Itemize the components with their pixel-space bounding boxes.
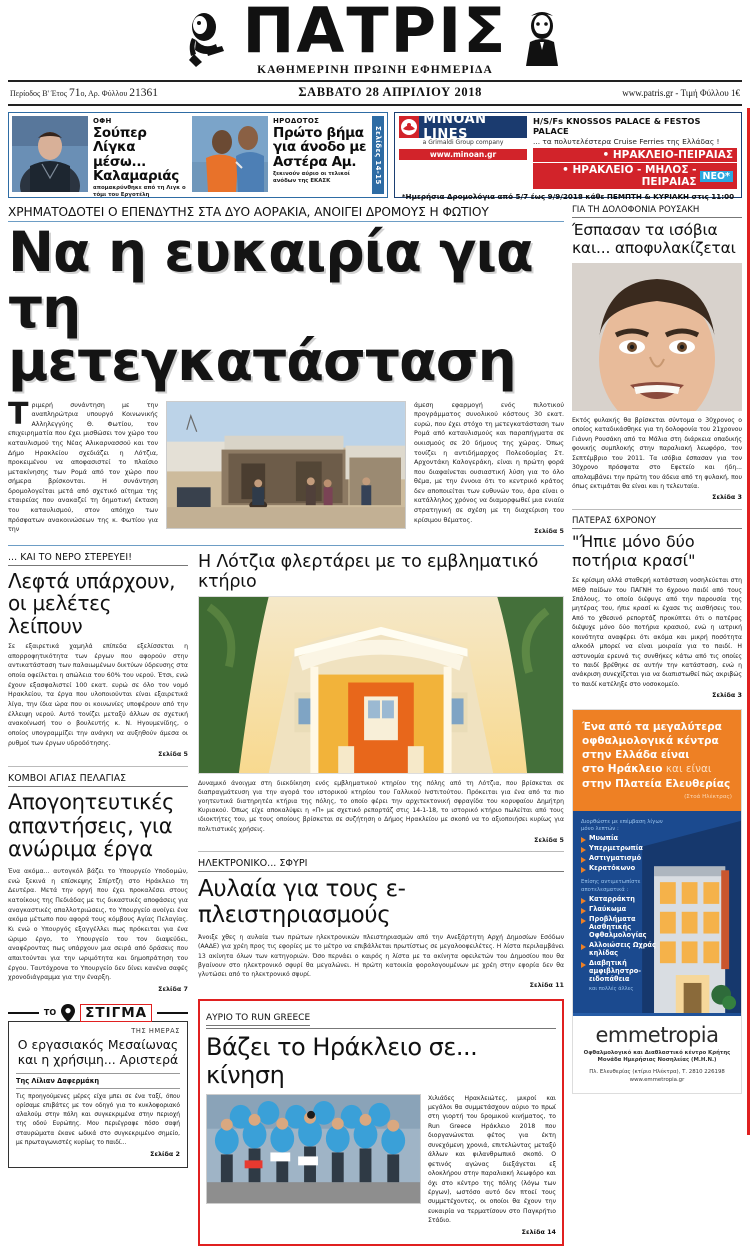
eauctions-body-text: Άνοιξε χθες η αυλαία των πρώτων ηλεκτρονικών πλειστηριασμών από την Ανεξάρτητη Αρχή Δημοσίων Εσόδων (ΑΑΔΕ) για χρέη προς τις εφορίες με το μέτρο να επιβάλλεται πρωτίστως σε μεγαλοοφειλέτες. Η λίστα περιλαμβάνει 13 ακίνητα όλων των κατηγοριών. Όσο περνάει ο καιρός η λίστα με τα ακίνητα οφειλετών του Δημοσίου που θα βγαίνουν στο ηλεκτρονικό σφυρί θα μεγαλώνει. Η πρώτη κατοικία φορολογουμένων με χρέη στην εφορία δεν θα γλυτώσει από το ηλεκτρονικό σφυρί. bbox=[198, 934, 564, 978]
emmetropia-line4-light: και είναι bbox=[662, 763, 712, 776]
content-grid bbox=[8, 205, 742, 1246]
roussaki-body-text: Εκτός φυλακής θα βρίσκεται σύντομα ο 30χρονος ο οποίος καταδικάσθηκε για τη δολοφονία του 21χρονου Γιάννη Ρουσάκη από τα Μάλια στη διάρκεια οπαδικής φονικής συμπλοκής στην παραλιακή λεωφόρο, τον Σεπτέμβριο του 2011. Τα ισόβια έσπασαν για τον 30χρονο πρόσφατα στο Εφετείο και ήδη... απολαμβάνει την πρώτη του άδεια από τη φυλακή, που όπως εκτιμάται θα είναι και η τελευταία. bbox=[572, 416, 742, 490]
divider-blue bbox=[8, 545, 564, 546]
service-label: Γλαύκωμα bbox=[589, 905, 627, 914]
lead-kicker: ΧΡΗΜΑΤΟΔΟΤΕΙ Ο ΕΠΕΝΔΥΤΗΣ ΣΤΑ ΔΥΟ ΑΟΡΑΚΙΑ, ΑΝΟΙΓΕΙ ΔΡΟΜΟΥΣ Η ΦΩΤΙΟΥ bbox=[8, 205, 564, 222]
ofi-sub: απομακρύνθηκε από τη Λιγκ ο τόμι του Εργοτέλη bbox=[93, 185, 186, 198]
service-item bbox=[581, 960, 673, 984]
emmetropia-line1: Ένα από τα μεγαλύτερα bbox=[582, 721, 722, 734]
irodotos-kicker: ΗΡΟΔΟΤΟΣ bbox=[273, 117, 320, 125]
bullet-triangle-icon bbox=[581, 908, 586, 914]
sports-teaser-irodotos[interactable] bbox=[192, 116, 368, 194]
roussaki-body bbox=[572, 416, 742, 503]
lotzia-article[interactable] bbox=[198, 552, 564, 845]
eauctions-body bbox=[198, 933, 564, 990]
komvoi-headline: Απογοητευτικές απαντήσεις, για ανώριμα έργα bbox=[8, 790, 175, 862]
right-portrait-icon bbox=[522, 10, 568, 68]
service-item bbox=[581, 855, 673, 863]
emmetropia-line4 bbox=[582, 762, 732, 776]
water-headline: Λεφτά υπάρχουν, οι μελέτες λείπουν bbox=[8, 568, 176, 638]
service-label: Υπερμετρωπία bbox=[589, 844, 643, 853]
emmetropia-ad-bottom bbox=[573, 1016, 741, 1093]
stigma-byline: Της Λίλιαν Δαφερμάκη bbox=[16, 1073, 180, 1089]
run-greece-photo bbox=[206, 1094, 421, 1204]
ofi-photo bbox=[12, 116, 88, 192]
masthead-subtitle: ΚΑΘΗΜΕΡΙΝΗ ΠΡΩΙΝΗ ΕΦΗΜΕΡΙΔΑ bbox=[257, 64, 493, 77]
lower-region bbox=[8, 552, 564, 1246]
map-pin-icon bbox=[61, 1004, 75, 1022]
emmetropia-line3: στην Ελλάδα είναι bbox=[582, 749, 690, 762]
water-body bbox=[8, 642, 188, 760]
minoan-footnote: *Ημερήσια Δρομολόγια από 5/7 έως 9/9/2018 κάθε ΠΕΜΠΤΗ & ΚΥΡΙΑΚΗ στις 11:00 bbox=[401, 192, 735, 201]
minoan-route-1: • ΗΡΑΚΛΕΙΟ-ΠΕΙΡΑΙΑΣ bbox=[533, 148, 737, 162]
bullet-triangle-icon bbox=[581, 918, 586, 924]
stigma-rule-right bbox=[157, 1012, 188, 1014]
sports-teaser-ofi[interactable] bbox=[12, 116, 188, 198]
stigma-headline: Ο εργασιακός Μεσαίωνας και η χρήσιμη... Αριστερά bbox=[17, 1036, 179, 1068]
service-item bbox=[581, 942, 673, 958]
service-item bbox=[581, 845, 673, 853]
lead-pageref[interactable]: Σελίδα 5 bbox=[534, 527, 564, 536]
water-article[interactable] bbox=[8, 552, 188, 761]
year-number: 71 bbox=[68, 87, 81, 99]
roma-camp-photo bbox=[166, 401, 406, 529]
irodotos-headline: Πρώτο βήμα για άνοδο με Αστέρα Αμ. bbox=[273, 125, 367, 170]
sports-pages-label: Σελίδες 14-15 bbox=[372, 116, 384, 194]
eauctions-kicker: ΗΛΕΚΤΡΟΝΙΚΟ... ΣΦΥΡΙ bbox=[198, 858, 564, 872]
stigma-box bbox=[8, 1021, 188, 1168]
emmetropia-services bbox=[581, 819, 673, 993]
irodotos-sub: ξεκινούν αύριο οι τελικοί ανόδων της ΕΚΑΣΚ bbox=[273, 170, 350, 184]
service-label: Προβλήματα Αισθητικής Οφθαλμολογίας bbox=[589, 915, 647, 940]
komvoi-body bbox=[8, 867, 188, 995]
service-label: Αλλοιώσεις Ωχράς κηλίδας bbox=[589, 940, 656, 957]
stigma-body-text: Τις προηγούμενες μέρες είχα μπει σε ένα ταξί, όπου ορίσαμε επιβάτες με τον οδηγό για το κυκλοφοριακό αλαλούμ στην πόλη και συγκεκριμένα στην περιοχή της οδού Ευρώπης. Μου περιέγραφε πόσο σαφή σταυρώματα έκανε ωδικά στο συγκεκριμένο σημείο, με πρωταγωνιστές κυρίως το παιδί... bbox=[16, 1093, 180, 1146]
stigma-to-label: ΤΟ bbox=[43, 1008, 57, 1018]
run-greece-kicker-wrap bbox=[206, 1005, 556, 1029]
left-portrait-icon bbox=[182, 10, 228, 68]
issue-number: 21361 bbox=[129, 87, 159, 99]
lead-body-col2 bbox=[414, 401, 564, 537]
divider-gray-2 bbox=[198, 851, 564, 852]
lead-body-col1: Τριμερή συνάντηση με την αναπληρώτρια υπουργό Κοινωνικής Αλληλεγγύης Θ. Φωτίου, τον επιχειρηματία που έχει μισθώσει τον χώρο του καταυλισμού της Νέας Αλικαρνασσού και τον Δήμο Ηρακλείου σχεδιάζει η Λότζια, προκειμένου να αποφασιστεί το πλαίσιο μετακίνησης των Ρομά από τον χώρο που σήμερα βρίσκονται. Η συνάντηση δρομολογείται μετά από σχετικό αίτημα της εταιρείας που ανακαζεί τη δημοτική έκταση του καταυλισμού, στον απόηχο των πρόσφατων ανακοινώσεων της κ. Φωτίου για την bbox=[8, 396, 158, 534]
center-column bbox=[198, 552, 564, 1246]
sports-teaser-box[interactable] bbox=[8, 112, 388, 198]
ofi-kicker: ΟΦΗ bbox=[93, 117, 112, 125]
lead-headline-line1: Να η ευκαιρία για bbox=[8, 220, 533, 284]
bullet-triangle-icon bbox=[581, 857, 586, 863]
minoan-lines-ad[interactable] bbox=[394, 112, 742, 201]
water-kicker: ... ΚΑΙ ΤΟ ΝΕΡΟ ΣΤΕΡΕΥΕΙ! bbox=[8, 552, 188, 566]
lotzia-pageref[interactable]: Σελίδα 5 bbox=[534, 835, 564, 844]
minoan-ships-line: H/S/Fs KNOSSOS PALACE & FESTOS PALACE bbox=[533, 116, 701, 136]
emmetropia-line5: στην Πλατεία Ελευθερίας bbox=[582, 777, 731, 790]
minoan-brand: MINOAN LINES bbox=[423, 112, 487, 142]
year-suffix: ο, Αρ. Φύλλου bbox=[80, 89, 128, 98]
period-label: Περίοδος Β' Έτος bbox=[10, 89, 67, 98]
eauctions-article[interactable] bbox=[198, 858, 564, 990]
lotzia-building-photo bbox=[198, 596, 564, 774]
stigma-body bbox=[16, 1093, 180, 1160]
emmetropia-note: (Στοά Ηλέκτρας) bbox=[684, 793, 732, 800]
service-item bbox=[581, 906, 673, 914]
minoan-ships-sub: ... τα πολυτελέστερα Cruise Ferries της Ελλάδας ! bbox=[533, 137, 720, 146]
minoan-route-2-row bbox=[533, 163, 737, 189]
service-item bbox=[581, 865, 673, 873]
emmetropia-desc1: Οφθαλμολογικό και Διαθλαστικό κέντρο Κρήτης Μονάδα Ημερήσιας Νοσηλείας (Μ.Η.Ν.) bbox=[583, 1049, 731, 1064]
water-body-text: Σε εξαιρετικά χαμηλά επίπεδα εξελίσσεται η απορροφητικότητα των έργων που αφορούν στην αντικατάσταση των παλαιωμένων δικτύων ύδρευσης στα οποία οφείλεται η απώλεια του 60% του νερού. Έτσι, ενώ έχουν εξασφαλιστεί 100 εκατ. ευρώ σε όλο τον νομό Ηρακλείου, τα έργα που υλοποιούνται είναι εξαιρετικά λίγα, την ίδια ώρα που οι κοινωνίες υποφέρουν από την έλλειψη νερού. Αυτό τονίζει μεταξύ άλλων σε σχετική ανακοίνωσή του ο βουλευτής κ. Ν. Ηγουμενίδης, ο οποίος υπογραμμίζει την ανάγκη να αυξηθούν άμεσα οι ρυθμοί των έργων υδροδότησης. bbox=[8, 642, 188, 747]
run-greece-body-text: Χιλιάδες Ηρακλειώτες, μικροί και μεγάλοι θα συμμετάσχουν αύριο το πρωί στη γιορτή του δρομικού κινήματος, το Run Greece Ηράκλειο 2018 που διοργανώνεται φέτος για έκτη συνεχόμενη χρονιά, επιτελώντας μεταξύ άλλων και φιλανθρωπικό σκοπό. Ο φετινός αγώνας διεξάγεται εξ ολοκλήρου στην παραλιακή λεωφόρο και όχι στο κέντρο της πόλης (λόγω των έργων), ωστόσο αυτό δεν πτοεί τους συμμετέχοντες, οι οποίοι θα έχουν την ευκαιρία να τερματίσουν στο Παγκρήτιο Στάδιο. bbox=[428, 1094, 556, 1225]
emmetropia-line4-bold: στο Ηράκλειο bbox=[582, 763, 663, 776]
service-label: Μυωπία bbox=[589, 834, 619, 843]
minoan-logo bbox=[399, 112, 527, 142]
bullet-triangle-icon bbox=[581, 837, 586, 843]
lead-headline-line2: τη μετεγκατάσταση bbox=[8, 276, 516, 393]
lotzia-headline: Η Λότζια φλερτάρει με το εμβληματικό κτήριο bbox=[198, 551, 539, 592]
ofi-headline: Σούπερ Λίγκα μέσω... Καλαμαριάς bbox=[93, 125, 179, 184]
bullet-triangle-icon bbox=[581, 847, 586, 853]
roussaki-article[interactable] bbox=[572, 205, 742, 503]
stigma-rule-left bbox=[8, 1012, 39, 1014]
emmetropia-desc2: Πλ. Ελευθερίας (κτίριο Ηλέκτρα), Τ. 2810 226198 www.emmetropia.gr bbox=[589, 1069, 725, 1084]
minoan-route-2: • ΗΡΑΚΛΕΙΟ - ΜΗΛΟΣ - ΠΕΙΡΑΙΑΣ bbox=[562, 164, 697, 188]
wine-kicker: ΠΑΤΕΡΑΣ 6ΧΡΟΝΟΥ bbox=[572, 516, 742, 529]
lotzia-caption bbox=[198, 779, 564, 845]
service-label: Κερατόκωνο bbox=[589, 864, 636, 873]
wine-pageref[interactable]: Σελίδα 3 bbox=[712, 691, 742, 700]
minoan-mark-icon bbox=[399, 116, 419, 138]
lotzia-caption-text: Δυναμικό άνοιγμα στη διεκδίκηση ενός εμβληματικού κτηρίου της πόλης από τη Λότζια, που βρίσκεται σε διαπραγμάτευση για την αγορά του ιστορικού κτηρίου του Γαλλικού Ινστιτούτου. Πρόκειται για ένα από τα πιο γοητευτικά διατηρητέα κτήρια της πόλης, το οποίο φέρει την αρχιτεκτονική σφραγίδα του κορυφαίου Δημήτρη Κυριακού. Όπως είχε αποκαλύψει η «Π» με σχετικό ρεπορτάζ στις 14-1-18, το ιστορικό κτήριο πωλείται από τους ιδιοκτήτες του, με τους οποίους βρίσκεται σε συζήτηση ο Δήμος Ηρακλείου με σκοπό να το αξιοποιήσει κυρίως για πολιτιστικές χρήσεις. bbox=[198, 779, 564, 833]
bullet-triangle-icon bbox=[581, 962, 586, 968]
page-title: ΠΑΤΡΙΣ bbox=[242, 0, 508, 67]
issue-date: ΣΑΒΒΑΤΟ 28 ΑΠΡΙΛΙΟΥ 2018 bbox=[298, 85, 482, 99]
eauctions-pageref[interactable]: Σελίδα 11 bbox=[529, 980, 564, 989]
run-greece-headline: Βάζει το Ηράκλειο σε... κίνηση bbox=[206, 1032, 478, 1089]
eauctions-headline: Αυλαία για τους ε-πλειστηριασμούς bbox=[198, 876, 406, 929]
main-column bbox=[8, 205, 564, 1246]
stigma-sub: ΤΗΣ ΗΜΕΡΑΣ bbox=[131, 1026, 180, 1035]
komvoi-article[interactable] bbox=[8, 773, 188, 995]
roussaki-kicker: ΓΙΑ ΤΗ ΔΟΛΟΦΟΝΙΑ ΡΟΥΣΑΚΗ bbox=[572, 205, 742, 218]
emmetropia-ad[interactable] bbox=[572, 709, 742, 1094]
stigma-header bbox=[8, 1004, 188, 1022]
emmetropia-line2: οφθαλμολογικά κέντρα bbox=[582, 735, 719, 748]
service-item bbox=[581, 896, 673, 904]
bullet-triangle-icon bbox=[581, 944, 586, 950]
wine-body bbox=[572, 576, 742, 701]
service-label: Αστιγματισμό bbox=[589, 854, 642, 863]
run-greece-pageref[interactable]: Σελίδα 14 bbox=[521, 1227, 556, 1236]
run-greece-body bbox=[428, 1094, 556, 1238]
lead-body-col2-text: άμεση εφαρμογή ενός πιλοτικού προγράμματος συνολικού κόστους 30 εκατ. ευρώ, που έχει στόχο τη μετεγκατάσταση των Ρομά από καταυλισμούς και παραπήγματα σε οικισμούς σε 20 δήμους της χώρας. Όπως τονίζει η αντιδήμαρχος Πολεοδομίας Στ. Αρχοντάκη Καλογεράκη, είναι η πρώτη φορά που διαφαίνεται ουσιαστική λύση για το όλο θέμα, με την έννοια ότι το κεντρικό κράτος δεν αποποιείται των ευθυνών του, άρα είναι ο κατάλληλος χρόνος να διαμορφωθεί μια ενιαία στρατηγική σε σχέση με τη διαχείριση του κρίσιμου θέματος. bbox=[414, 401, 564, 524]
issue-info bbox=[10, 87, 158, 99]
roussaki-portrait-photo bbox=[572, 263, 742, 411]
komvoi-body-text: Ένα ακόμα... αυτογκόλ βάζει το Υπουργείο Υποδομών, ενώ ξεκινά η επίσκεψης Σπίρτζη στο Ηράκλειο τη Δευτέρα. Μετά την οργή που έχει προκαλέσει στους κατοίκους της Πεδιάδας με τις δικαστικές αποφάσεις για αναγκαστικές απαλλοτριώσεις, το Υπουργείο ανοίγει ένα ακόμα μέτωπο που αφορά τους κόμβους Αγίας Πελαγίας. Κι ενώ ο Υπουργός εξαγγέλλει πως πρόκειται για ένα ώριμο έργο, το Υπουργείο του τον διαψεύδει, αναφέροντας πως υπάρχουν μια σειρά από δράσεις που απαιτούνται για την ωριμότητα και δημοπράτηση του έργου. Ταυτόχρονα το Υπουργείο δεν δίνει κανένα σαφές χρονοδιάγραμμα για την έναρξη. bbox=[8, 867, 188, 982]
run-greece-box[interactable] bbox=[198, 999, 564, 1246]
emmetropia-brand: emmetropia bbox=[595, 1022, 719, 1047]
bullet-triangle-icon bbox=[581, 867, 586, 873]
irodotos-photo bbox=[192, 116, 268, 192]
stigma-word: ΣΤΙΓΜΑ bbox=[80, 1004, 152, 1022]
run-greece-kicker: ΑΥΡΙΟ ΤΟ RUN GREECE bbox=[206, 1013, 310, 1026]
lead-body-block bbox=[8, 396, 564, 537]
service-label: Διαβητική αμφιβληστρο-ειδοπάθεια bbox=[589, 958, 642, 983]
stigma-pageref[interactable]: Σελίδα 2 bbox=[150, 1149, 180, 1158]
water-pageref[interactable]: Σελίδα 5 bbox=[158, 750, 188, 759]
right-column bbox=[572, 205, 742, 1246]
roussaki-pageref[interactable]: Σελίδα 3 bbox=[712, 493, 742, 502]
emmetropia-ad-mid bbox=[573, 811, 741, 1016]
emmetropia-more: και πολλές άλλες bbox=[589, 986, 634, 993]
info-bar bbox=[8, 82, 742, 106]
wine-article[interactable] bbox=[572, 516, 742, 701]
divider-gray-1 bbox=[8, 766, 188, 767]
bullet-triangle-icon bbox=[581, 898, 586, 904]
stigma-column[interactable] bbox=[8, 1004, 188, 1168]
service-label: Καταρράκτη bbox=[589, 895, 635, 904]
divider-gray-3 bbox=[572, 509, 742, 510]
komvoi-kicker: ΚΟΜΒΟΙ ΑΓΙΑΣ ΠΕΛΑΓΙΑΣ bbox=[8, 773, 188, 787]
service-item bbox=[581, 835, 673, 843]
left-column bbox=[8, 552, 188, 1246]
wine-body-text: Σε κρίσιμη αλλά σταθερή κατάσταση νοσηλεύεται στη ΜΕΘ παίδων του ΠΑΓΝΗ το 6χρονο παιδί από τους Σπάλους, το οποίο διέφυγε από την παρουσία της μητέρας του, ήπιε κρασί κι έχασε τις αισθήσεις του. Από το χθεσινό ρεπορτάζ προκύπτει ότι ο πατέρας διέψυχε μόνο δύο ποτήρια κρασιού, ενώ η ιατρική κοινότητα αναφέρει ότι ακόμα και μικρή ποσότητα αλκοόλ μπορεί να είναι μοιραία για το παιδί. Η αστυνομία ερευνά τις συνθήκες κάτω από τις οποίες το παιδί βρέθηκε σε αυτήν την κατάσταση, ενώ η ανάκριση συνεχίζεται για να διαπιστωθεί πώς ακριβώς το παιδί κατέληξε στο νοσοκομείο. bbox=[572, 577, 742, 688]
minoan-url[interactable]: www.minoan.gr bbox=[399, 149, 527, 160]
service-item bbox=[581, 916, 673, 940]
komvoi-pageref[interactable]: Σελίδα 7 bbox=[158, 984, 188, 993]
emmetropia-intro: Διορθώστε με επέμβαση λίγων μόνο λεπτών : bbox=[581, 818, 663, 832]
roussaki-headline: Έσπασαν τα ισόβια και... αποφυλακίζεται bbox=[572, 221, 736, 257]
emmetropia-intro2: Επίσης αντιμετωπίστε αποτελεσματικά : bbox=[581, 879, 641, 893]
site-and-price: www.patris.gr - Τιμή Φύλλου 1€ bbox=[622, 88, 740, 98]
wine-headline: "Ήπιε μόνο δύο ποτήρια κρασί" bbox=[572, 532, 696, 571]
minoan-neo-badge: ΝΕΟ* bbox=[700, 171, 733, 182]
minoan-tagline: a Grimaldi Group company bbox=[422, 139, 504, 146]
top-strip bbox=[8, 112, 742, 201]
masthead bbox=[8, 0, 742, 78]
emmetropia-ad-top bbox=[573, 710, 741, 810]
